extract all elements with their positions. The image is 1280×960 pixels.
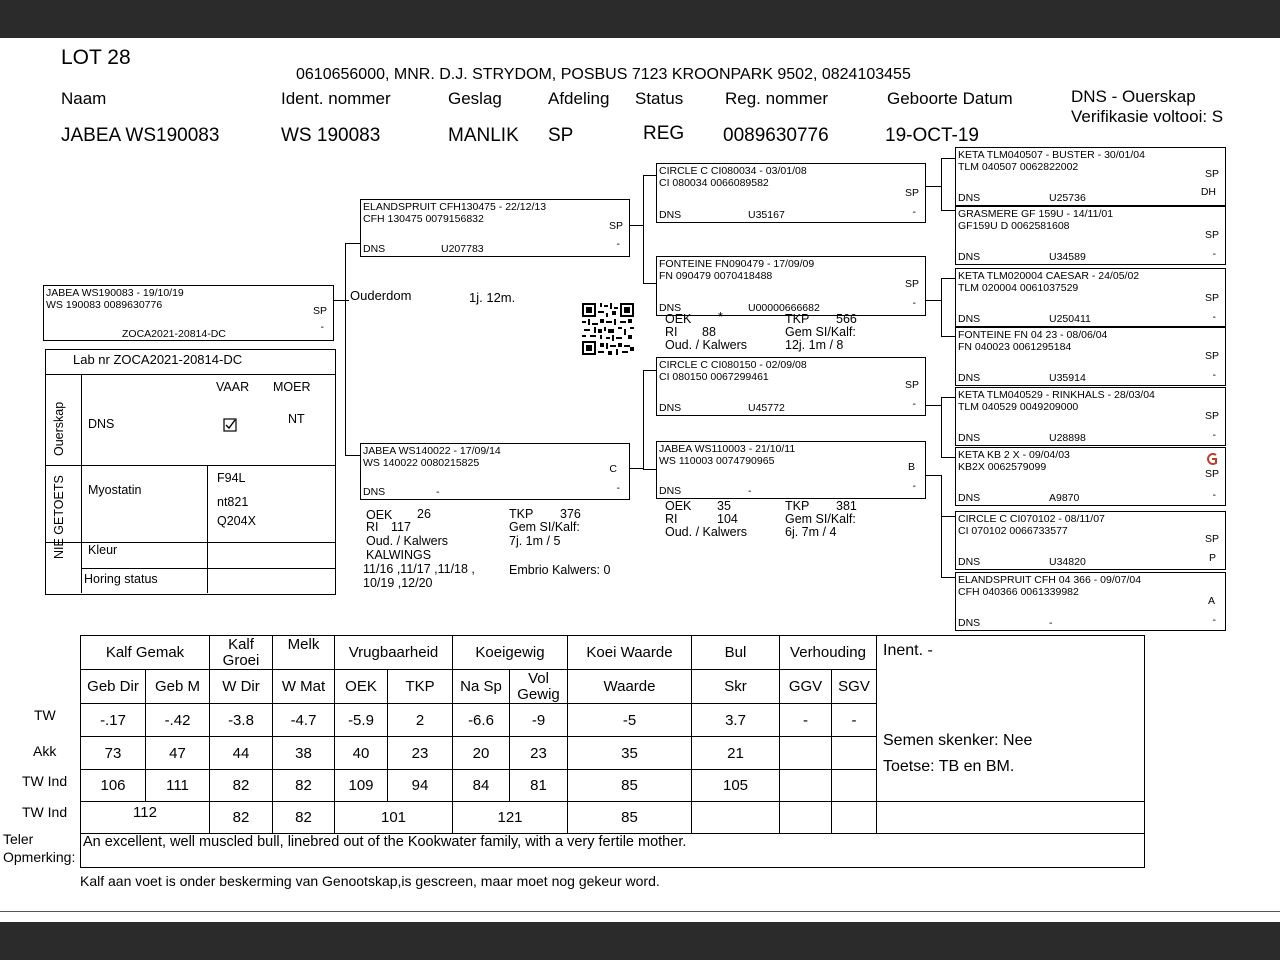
ggp3-code: U250411 xyxy=(1049,313,1091,325)
dam-oek-value: 26 xyxy=(417,507,431,521)
ggp4-title: FONTEINE FN 04 23 - 08/06/04 xyxy=(958,329,1108,341)
twind-cell: 105 xyxy=(692,770,780,802)
ggp6-dns: DNS xyxy=(958,492,981,504)
akk-cell: 38 xyxy=(273,737,335,770)
akk-cell: 47 xyxy=(146,737,210,770)
owner-details: 0610656000, MNR. D.J. STRYDOM, POSBUS 7123 KROONPARK 9502, 0824103455 xyxy=(296,66,911,83)
group-verhouding: Verhouding xyxy=(780,636,877,670)
lab-results-box xyxy=(45,349,336,595)
group-melk: Melk xyxy=(273,636,335,670)
sire-ri-value: 88 xyxy=(702,325,716,339)
sire-oek-label: OEK xyxy=(665,312,692,326)
mgs-oek-label: OEK xyxy=(665,499,692,513)
dam-oud-value: 7j. 1m / 5 xyxy=(509,534,561,548)
ggp7-code: U34820 xyxy=(1049,556,1086,568)
tw-cell: -9 xyxy=(510,704,568,737)
dam-kalwings-1: 11/16 ,11/17 ,11/18 , xyxy=(363,562,475,576)
tw-cell: - xyxy=(832,704,877,737)
lab-allele-1: F94L xyxy=(217,471,246,485)
twind2-cell xyxy=(832,802,877,834)
akk-cell: 44 xyxy=(210,737,273,770)
sub-sgv: SGV xyxy=(832,670,877,704)
group-vrugbaarheid: Vrugbaarheid xyxy=(335,636,453,670)
gp1-code: U35167 xyxy=(748,209,785,221)
lab-allele-2: nt821 xyxy=(217,495,249,509)
dam-oek-label: OEK xyxy=(366,508,393,522)
gp2-dns: DNS xyxy=(659,302,682,314)
dam-code: - xyxy=(436,486,440,498)
twind-cell: 106 xyxy=(81,770,146,802)
gp3-r2: - xyxy=(912,398,916,410)
ggp1-title: KETA TLM040507 - BUSTER - 30/01/04 xyxy=(958,149,1145,161)
great-grandparent-box-6 xyxy=(955,447,1226,506)
sub-ggv: GGV xyxy=(780,670,832,704)
dam-ri-label: RI xyxy=(366,520,379,534)
animal-reg: 0089630776 xyxy=(723,125,829,146)
ggp3-id: TLM 020004 0061037529 xyxy=(958,282,1079,294)
sub-w-mat: W Mat xyxy=(273,670,335,704)
group-kalf-gemak: Kalf Gemak xyxy=(81,636,210,670)
grandparent-box-3 xyxy=(656,357,926,416)
ggp6-title: KETA KB 2 X - 09/04/03 xyxy=(958,449,1070,461)
sire-r1: SP xyxy=(608,220,623,232)
ggp7-id: CI 070102 0066733577 xyxy=(958,525,1068,537)
dam-title: JABEA WS140022 - 17/09/14 xyxy=(363,445,501,457)
mgs-oek-value: 35 xyxy=(717,499,731,513)
gp3-title: CIRCLE C CI080150 - 02/09/08 xyxy=(659,359,807,371)
akk-cell: 35 xyxy=(568,737,692,770)
remark-text: An excellent, well muscled bull, linebred out of the Kookwater family, with a very fertile mother. xyxy=(81,834,1145,868)
subject-sp: SP xyxy=(312,305,327,317)
sub-waarde: Waarde xyxy=(568,670,692,704)
mgs-ri-value: 104 xyxy=(717,512,738,526)
ggp1-r1: SP xyxy=(1204,168,1219,180)
animal-geslag: MANLIK xyxy=(448,125,519,146)
twind2-cell: 121 xyxy=(453,802,568,834)
sub-geb-dir: Geb Dir xyxy=(81,670,146,704)
gp1-r2: - xyxy=(912,206,916,218)
row-label-twind: TW Ind xyxy=(22,773,68,789)
ouderdom-label: Ouderdom xyxy=(350,288,412,303)
twind2-cell: 112 xyxy=(81,802,210,834)
ouderdom-value: 1j. 12m. xyxy=(469,290,516,305)
dam-embrio: Embrio Kalwers: 0 xyxy=(509,563,611,577)
lab-number: Lab nr ZOCA2021-20814-DC xyxy=(73,352,243,367)
ggp2-id: GF159U D 0062581608 xyxy=(958,220,1070,232)
tw-cell: -3.8 xyxy=(210,704,273,737)
ggp6-id: KB2X 0062579099 xyxy=(958,461,1047,473)
header-status: Status xyxy=(635,89,684,108)
tw-cell: -.42 xyxy=(146,704,210,737)
dam-gem-label: Gem SI/Kalf: xyxy=(509,520,580,534)
tw-cell: - xyxy=(780,704,832,737)
gp3-dns: DNS xyxy=(659,402,682,414)
ggp5-r2: - xyxy=(1212,429,1216,441)
mgs-oud-value: 6j. 7m / 4 xyxy=(785,525,837,539)
dam-kalwings-2: 10/19 ,12/20 xyxy=(363,576,433,590)
inent-panel xyxy=(877,636,1145,802)
akk-cell: 21 xyxy=(692,737,780,770)
lab-ouerskap-label: Ouerskap xyxy=(52,401,66,456)
grandparent-box-1 xyxy=(656,163,926,223)
ggp2-title: GRASMERE GF 159U - 14/11/01 xyxy=(958,208,1114,220)
verifikasie: Verifikasie voltooi: S xyxy=(1071,107,1224,126)
sire-oud-label: Oud. / Kalwers xyxy=(665,338,747,352)
subject-dash: - xyxy=(320,321,324,333)
inent-text: Inent. - xyxy=(883,642,933,659)
vaar-checkbox-icon xyxy=(223,418,237,437)
gp1-id: CI 080034 0066089582 xyxy=(659,177,769,189)
animal-naam: JABEA WS190083 xyxy=(61,125,220,146)
sire-code: U207783 xyxy=(441,243,484,255)
toetse-text: Toetse: TB en BM. xyxy=(883,758,1015,775)
sire-dns: DNS xyxy=(363,243,386,255)
ggp6-code: A9870 xyxy=(1049,492,1080,504)
sire-title: ELANDSPRUIT CFH130475 - 22/12/13 xyxy=(363,201,547,213)
akk-cell: 20 xyxy=(453,737,510,770)
twind2-cell: 82 xyxy=(273,802,335,834)
twind-cell: 81 xyxy=(510,770,568,802)
sub-geb-m: Geb M xyxy=(146,670,210,704)
ggp2-dns: DNS xyxy=(958,251,981,263)
dam-id: WS 140022 0080215825 xyxy=(363,457,480,469)
gp2-title: FONTEINE FN090479 - 17/09/09 xyxy=(659,258,815,270)
great-grandparent-box-2 xyxy=(955,206,1226,265)
tw-cell: -6.6 xyxy=(453,704,510,737)
twind2-cell: 85 xyxy=(568,802,692,834)
semen-skenker: Semen skenker: Nee xyxy=(883,732,1033,749)
row-label-tw: TW xyxy=(34,707,56,723)
sire-tkp-label: TKP xyxy=(785,312,810,326)
group-koei-waarde: Koei Waarde xyxy=(568,636,692,670)
sub-na-sp: Na Sp xyxy=(453,670,510,704)
lab-dns-label: DNS xyxy=(88,417,115,431)
great-grandparent-box-1 xyxy=(955,147,1226,206)
tw-cell: -5 xyxy=(568,704,692,737)
ggp2-r2: - xyxy=(1212,248,1216,260)
twind-cell: 82 xyxy=(273,770,335,802)
lot-number: LOT 28 xyxy=(61,46,131,69)
header-geslag: Geslag xyxy=(448,89,502,108)
lab-moer-value: NT xyxy=(288,412,305,426)
ggp3-dns: DNS xyxy=(958,313,981,325)
twind2-cell xyxy=(780,802,832,834)
sub-oek: OEK xyxy=(335,670,388,704)
ggp5-title: KETA TLM040529 - RINKHALS - 28/03/04 xyxy=(958,389,1155,401)
mgs-tkp-value: 381 xyxy=(836,499,857,513)
ggp6-r1: SP xyxy=(1204,468,1219,480)
twind-cell: 109 xyxy=(335,770,388,802)
ggp1-id: TLM 040507 0062822002 xyxy=(958,161,1079,173)
akk-cell: 40 xyxy=(335,737,388,770)
header-reg: Reg. nommer xyxy=(725,89,828,108)
ggp8-r2: - xyxy=(1212,614,1216,626)
twind2-cell: 101 xyxy=(335,802,453,834)
ggp7-dns: DNS xyxy=(958,556,981,568)
sire-oud-value: 12j. 1m / 8 xyxy=(785,338,844,352)
group-koeigewig: Koeigewig xyxy=(453,636,568,670)
lab-myostatin-label: Myostatin xyxy=(88,483,142,497)
akk-cell: 73 xyxy=(81,737,146,770)
akk-cell xyxy=(780,737,832,770)
ggp1-dns: DNS xyxy=(958,192,981,204)
lab-vaar-header: VAAR xyxy=(216,380,250,394)
twind-cell: 111 xyxy=(146,770,210,802)
tw-cell: -4.7 xyxy=(273,704,335,737)
animal-ident: WS 190083 xyxy=(281,125,381,146)
sire-ri-label: RI xyxy=(665,325,678,339)
sub-tkp: TKP xyxy=(388,670,453,704)
sire-gem-label: Gem SI/Kalf: xyxy=(785,325,856,339)
ggp8-title: ELANDSPRUIT CFH 04 366 - 09/07/04 xyxy=(958,574,1142,586)
qr-code-icon xyxy=(582,303,634,355)
animal-status: REG xyxy=(643,123,685,144)
subject-pedigree-box xyxy=(43,285,334,341)
row-label-twind-2: TW Ind xyxy=(22,804,68,820)
twind-cell: 84 xyxy=(453,770,510,802)
akk-cell: 23 xyxy=(388,737,453,770)
dam-kalwings-label: KALWINGS xyxy=(366,548,432,562)
header-ident: Ident. nommer xyxy=(281,89,391,108)
mgs-gem-label: Gem SI/Kalf: xyxy=(785,512,856,526)
twind2-cell xyxy=(692,802,780,834)
top-dark-bar xyxy=(0,0,1280,38)
dam-tkp-label: TKP xyxy=(509,507,534,521)
great-grandparent-box-8 xyxy=(955,572,1226,631)
ggp3-r2: - xyxy=(1212,311,1216,323)
twind-cell: 94 xyxy=(388,770,453,802)
opmerking-label: Opmerking: xyxy=(3,849,76,865)
dam-oud-label: Oud. / Kalwers xyxy=(366,534,448,548)
ggp5-r1: SP xyxy=(1204,410,1219,422)
gp4-id: WS 110003 0074790965 xyxy=(659,455,775,467)
society-logo-icon xyxy=(1205,452,1219,466)
sub-skr: Skr xyxy=(692,670,780,704)
ggp8-id: CFH 040366 0061339982 xyxy=(958,586,1079,598)
footer-note: Kalf aan voet is onder beskerming van Genootskap,is gescreen, maar moet nog gekeur word. xyxy=(80,873,660,889)
grandparent-box-4 xyxy=(656,441,926,499)
gp3-id: CI 080150 0067299461 xyxy=(659,371,769,383)
mgs-oud-label: Oud. / Kalwers xyxy=(665,525,747,539)
mgs-tkp-label: TKP xyxy=(785,499,810,513)
ggp4-id: FN 040023 0061295184 xyxy=(958,341,1072,353)
dns-ouerskap: DNS - Ouerskap xyxy=(1071,87,1196,106)
ggp2-r1: SP xyxy=(1204,229,1219,241)
subject-id: WS 190083 0089630776 xyxy=(46,299,163,311)
ggp8-r1: A xyxy=(1207,595,1215,607)
ggp2-code: U34589 xyxy=(1049,251,1086,263)
great-grandparent-box-5 xyxy=(955,387,1226,446)
sire-oek-value: * xyxy=(718,310,723,324)
bottom-rule xyxy=(0,911,1280,912)
great-grandparent-box-4 xyxy=(955,327,1226,386)
tw-cell: 2 xyxy=(388,704,453,737)
tw-cell: 3.7 xyxy=(692,704,780,737)
ggp8-dns: DNS xyxy=(958,617,981,629)
dam-r1: C xyxy=(609,463,617,475)
gp1-dns: DNS xyxy=(659,209,682,221)
dam-r2: - xyxy=(616,482,620,494)
subject-title: JABEA WS190083 - 19/10/19 xyxy=(46,287,184,299)
ggp4-code: U35914 xyxy=(1049,372,1086,384)
gp4-r2: - xyxy=(912,480,916,492)
lab-allele-3: Q204X xyxy=(217,514,256,528)
bottom-dark-bar xyxy=(0,922,1280,960)
ggp8-code: - xyxy=(1049,617,1053,629)
great-grandparent-box-3 xyxy=(955,268,1226,327)
twind-cell xyxy=(832,770,877,802)
animal-geboorte: 19-OCT-19 xyxy=(885,125,979,146)
dam-box xyxy=(360,443,630,500)
twind2-cell xyxy=(877,802,1145,834)
gp3-r1: SP xyxy=(904,379,919,391)
twind-cell xyxy=(780,770,832,802)
akk-cell xyxy=(832,737,877,770)
lab-nie-getoets-label: NIE GETOETS xyxy=(52,475,66,559)
great-grandparent-box-7 xyxy=(955,511,1226,570)
ggp7-r2: P xyxy=(1208,552,1216,564)
ggp3-title: KETA TLM020004 CAESAR - 24/05/02 xyxy=(958,270,1140,282)
tw-cell: -.17 xyxy=(81,704,146,737)
sire-tkp-value: 566 xyxy=(836,312,857,326)
header-afdeling: Afdeling xyxy=(548,89,610,108)
ggp1-r2: DH xyxy=(1200,186,1216,198)
header-naam: Naam xyxy=(61,89,107,108)
ggp3-r1: SP xyxy=(1204,292,1219,304)
ggp5-code: U28898 xyxy=(1049,432,1086,444)
gp2-r2: - xyxy=(912,297,916,309)
dam-ri-value: 117 xyxy=(391,520,411,534)
gp4-code: - xyxy=(748,485,752,497)
tw-cell: -5.9 xyxy=(335,704,388,737)
ebv-table xyxy=(80,635,1145,868)
ggp6-r2: - xyxy=(1212,489,1216,501)
mgs-ri-label: RI xyxy=(665,512,678,526)
twind-cell: 82 xyxy=(210,770,273,802)
ggp7-r1: SP xyxy=(1204,533,1219,545)
sire-box xyxy=(360,199,630,257)
gp4-title: JABEA WS110003 - 21/10/11 xyxy=(659,443,796,455)
sire-id: CFH 130475 0079156832 xyxy=(363,213,484,225)
sub-vol-gewig: Vol Gewig xyxy=(510,670,568,704)
lab-kleur-label: Kleur xyxy=(88,543,118,557)
dam-dns: DNS xyxy=(363,486,386,498)
ggp1-code: U25736 xyxy=(1049,192,1086,204)
ggp5-id: TLM 040529 0049209000 xyxy=(958,401,1079,413)
gp1-title: CIRCLE C CI080034 - 03/01/08 xyxy=(659,165,807,177)
sire-r2: - xyxy=(616,238,620,250)
gp2-id: FN 090479 0070418488 xyxy=(659,270,773,282)
dam-tkp-value: 376 xyxy=(560,507,581,521)
lab-horing-label: Horing status xyxy=(84,572,158,586)
subject-code: ZOCA2021-20814-DC xyxy=(122,328,226,340)
group-bul: Bul xyxy=(692,636,780,670)
group-kalf-groei: Kalf Groei xyxy=(210,636,273,670)
sub-w-dir: W Dir xyxy=(210,670,273,704)
animal-afdeling: SP xyxy=(548,125,574,146)
gp2-code: U00000666682 xyxy=(748,302,820,314)
gp1-r1: SP xyxy=(904,187,919,199)
row-label-akk: Akk xyxy=(33,743,57,759)
gp3-code: U45772 xyxy=(748,402,785,414)
twind2-cell: 82 xyxy=(210,802,273,834)
lab-moer-header: MOER xyxy=(273,380,311,394)
ggp5-dns: DNS xyxy=(958,432,981,444)
ggp4-r2: - xyxy=(1212,369,1216,381)
akk-cell: 23 xyxy=(510,737,568,770)
twind-cell: 85 xyxy=(568,770,692,802)
ggp7-title: CIRCLE C CI070102 - 08/11/07 xyxy=(958,513,1105,525)
header-geboorte: Geboorte Datum xyxy=(887,89,1013,108)
gp4-dns: DNS xyxy=(659,485,682,497)
ggp4-r1: SP xyxy=(1204,350,1219,362)
teler-label: Teler xyxy=(3,831,34,847)
gp4-r1: B xyxy=(907,461,915,473)
grandparent-box-2 xyxy=(656,256,926,316)
ggp4-dns: DNS xyxy=(958,372,981,384)
gp2-r1: SP xyxy=(904,278,919,290)
